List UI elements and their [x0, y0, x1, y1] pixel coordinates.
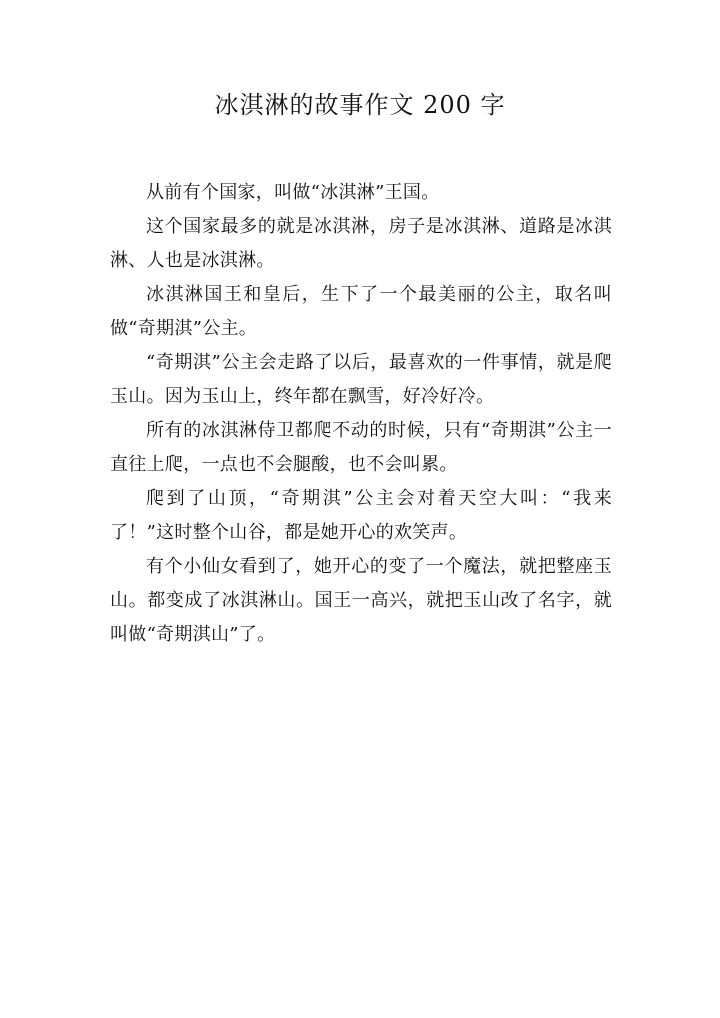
paragraph-2: 这个国家最多的就是冰淇淋，房子是冰淇淋、道路是冰淇淋、人也是冰淇淋。 [110, 216, 612, 271]
paragraph-5: 所有的冰淇淋侍卫都爬不动的时候，只有“奇期淇”公主一直往上爬，一点也不会腿酸，也不会叫累。 [110, 420, 612, 475]
paragraph-3: 冰淇淋国王和皇后，生下了一个最美丽的公主，取名叫做“奇期淇”公主。 [110, 284, 612, 339]
paragraph-6: 爬到了山顶，“奇期淇”公主会对着天空大叫：“我来了！”这时整个山谷，都是她开心的欢笑声。 [110, 488, 612, 543]
paragraph-4: “奇期淇”公主会走路了以后，最喜欢的一件事情，就是爬玉山。因为玉山上，终年都在飘雪，好冷好冷。 [110, 352, 612, 407]
paragraph-7: 有个小仙女看到了，她开心的变了一个魔法，就把整座玉山。都变成了冰淇淋山。国王一高兴，就把玉山改了名字，就叫做“奇期淇山”了。 [110, 556, 612, 645]
document-body [110, 176, 612, 652]
paragraph-1: 从前有个国家，叫做“冰淇淋”王国。 [146, 182, 440, 203]
document-title: 冰淇淋的故事作文 200 字 [214, 91, 506, 119]
